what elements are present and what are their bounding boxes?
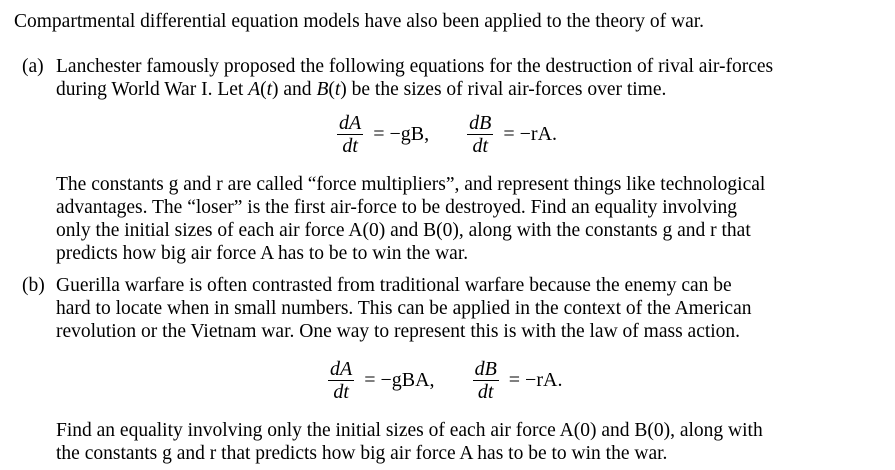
intro-text: Compartmental differential equation models have also been applied to the theory of war. xyxy=(14,11,705,32)
part-a-after-3: only the initial sizes of each air force A(0) and B(0), along with the constants g and r that xyxy=(56,220,751,241)
fraction-dB-dt: $\frac{dB}{dt}$ xyxy=(469,112,492,157)
equation-rhs-1-b: = −gBA, xyxy=(364,369,435,391)
part-b-label: (b) xyxy=(22,275,45,296)
part-b-equation xyxy=(324,358,568,403)
part-b-after-2: the constants g and r that predicts how big air force A has to be to win the war. xyxy=(56,443,668,464)
part-b-line-1: Guerilla warfare is often contrasted from traditional warfare because the enemy can be xyxy=(56,275,732,296)
part-a-after-1: The constants g and r are called “force multipliers”, and represent things like technological xyxy=(56,174,766,195)
part-a-line-2: during World War I. Let A(t) and B(t) be the sizes of rival air-forces over time. xyxy=(56,79,667,100)
part-a-label: (a) xyxy=(22,56,44,77)
part-b-line-2: hard to locate when in small numbers. This can be applied in the context of the American xyxy=(56,298,752,319)
part-a-after-4: predicts how big air force A has to be to win the war. xyxy=(56,243,469,264)
part-a-equation xyxy=(333,112,563,157)
fraction-dB-dt-b: $\frac{dB}{dt}$ xyxy=(474,358,497,403)
fraction-dA-dt: $\frac{dA}{dt}$ xyxy=(339,112,362,157)
part-b-after-1: Find an equality involving only the initial sizes of each air force A(0) and B(0), along with xyxy=(56,420,763,441)
equation-rhs-2-b: = −rA. xyxy=(508,369,563,391)
part-b-line-3: revolution or the Vietnam war. One way to represent this is with the law of mass action. xyxy=(56,321,741,342)
equation-rhs-2: = −rA. xyxy=(503,123,558,145)
part-a-after-2: advantages. The “loser” is the first air-force to be destroyed. Find an equality involving xyxy=(56,197,738,218)
equation-rhs-1: = −gB, xyxy=(373,123,430,145)
fraction-dA-dt-b: $\frac{dA}{dt}$ xyxy=(330,358,353,403)
part-a-line-1: Lanchester famously proposed the following equations for the destruction of rival air-forces xyxy=(56,56,774,77)
